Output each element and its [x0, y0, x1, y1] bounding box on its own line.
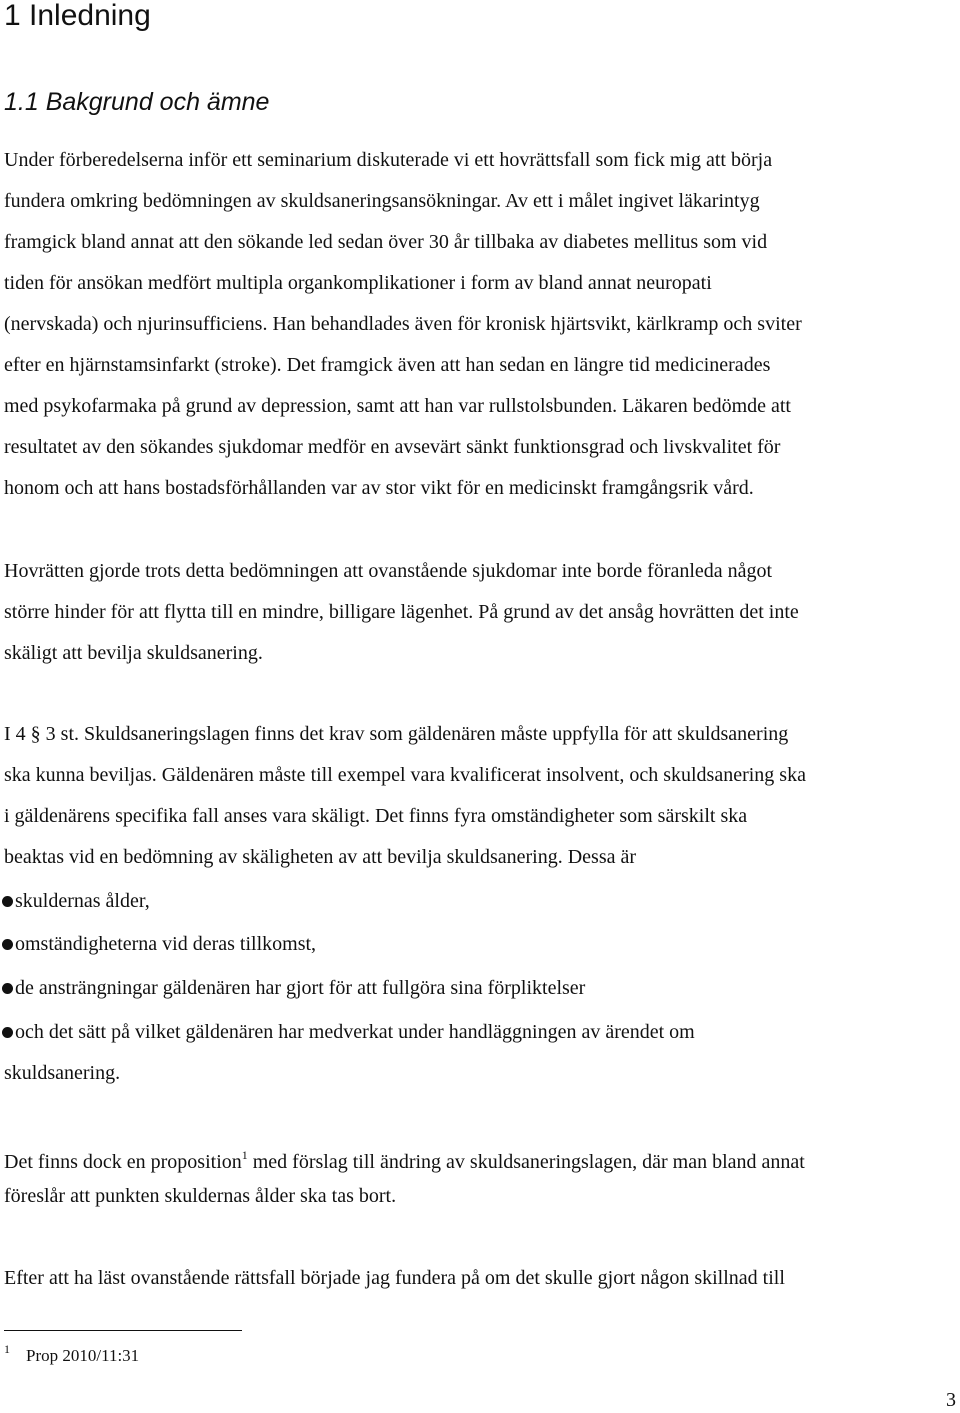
body-text-line: beaktas vid en bedömning av skäligheten av att bevilja skuldsanering. Dessa är — [4, 846, 637, 868]
bullet-icon — [2, 1027, 13, 1038]
body-text-line: skäligt att bevilja skuldsanering. — [4, 642, 263, 664]
body-text-line: Efter att ha läst ovanstående rättsfall började jag fundera på om det skulle gjort någon skillnad till — [4, 1267, 785, 1289]
body-text-line: Under förberedelserna inför ett seminarium diskuterade vi ett hovrättsfall som fick mig att börja — [4, 149, 773, 171]
body-text-line: framgick bland annat att den sökande led sedan över 30 år tillbaka av diabetes mellitus som vid — [4, 231, 768, 253]
body-text-line: resultatet av den sökandes sjukdomar medför en avsevärt sänkt funktionsgrad och livskvalitet för — [4, 436, 781, 458]
bullet-icon — [2, 896, 13, 907]
footnote — [4, 1337, 139, 1368]
body-text-line: större hinder för att flytta till en mindre, billigare lägenhet. På grund av det ansåg hovrätten det inte — [4, 601, 799, 623]
list-item-continuation: skuldsanering. — [4, 1062, 121, 1084]
list-item: omständigheterna vid deras tillkomst, — [15, 933, 317, 955]
body-text-line: I 4 § 3 st. Skuldsaneringslagen finns det krav som gäldenären måste uppfylla för att skuldsanering — [4, 723, 789, 745]
section-heading: 1.1 Bakgrund och ämne — [4, 88, 270, 116]
body-text-line — [4, 1143, 805, 1174]
list-item: skuldernas ålder, — [15, 890, 150, 912]
footnote-number: 1 — [4, 1342, 10, 1356]
page-number: 3 — [946, 1389, 956, 1411]
body-text-line: fundera omkring bedömningen av skuldsaneringsansökningar. Av ett i målet ingivet läkarintyg — [4, 190, 760, 212]
body-text-line: tiden för ansökan medfört multipla organkomplikationer i form av bland annat neuropati — [4, 272, 712, 294]
body-text-line: föreslår att punkten skuldernas ålder ska tas bort. — [4, 1185, 397, 1207]
body-text-line: efter en hjärnstamsinfarkt (stroke). Det framgick även att han sedan en längre tid medicinerades — [4, 354, 771, 376]
body-text-line: med psykofarmaka på grund av depression, samt att han var rullstolsbunden. Läkaren bedömde att — [4, 395, 791, 417]
footnote-text: Prop 2010/11:31 — [26, 1346, 140, 1365]
body-text-segment: Det finns dock en proposition — [4, 1151, 242, 1173]
list-item: och det sätt på vilket gäldenären har medverkat under handläggningen av ärendet om — [15, 1021, 695, 1043]
body-text-line: i gäldenärens specifika fall anses vara skäligt. Det finns fyra omständigheter som särskilt ska — [4, 805, 748, 827]
body-text-line: (nervskada) och njurinsufficiens. Han behandlades även för kronisk hjärtsvikt, kärlkramp och sviter — [4, 313, 802, 335]
bullet-icon — [2, 939, 13, 950]
body-text-segment: med förslag till ändring av skuldsaneringslagen, där man bland annat — [247, 1151, 805, 1173]
body-text-line: Hovrätten gjorde trots detta bedömningen att ovanstående sjukdomar inte borde föranleda något — [4, 560, 773, 582]
footnote-reference[interactable]: 1 — [241, 1148, 248, 1162]
chapter-heading: 1 Inledning — [4, 0, 151, 32]
footnote-separator — [4, 1330, 242, 1331]
body-text-line: honom och att hans bostadsförhållanden var av stor vikt för en medicinskt framgångsrik vård. — [4, 477, 754, 499]
bullet-icon — [2, 983, 13, 994]
list-item: de ansträngningar gäldenären har gjort för att fullgöra sina förpliktelser — [15, 977, 586, 999]
body-text-line: ska kunna beviljas. Gäldenären måste till exempel vara kvalificerat insolvent, och skuldsanering ska — [4, 764, 806, 786]
